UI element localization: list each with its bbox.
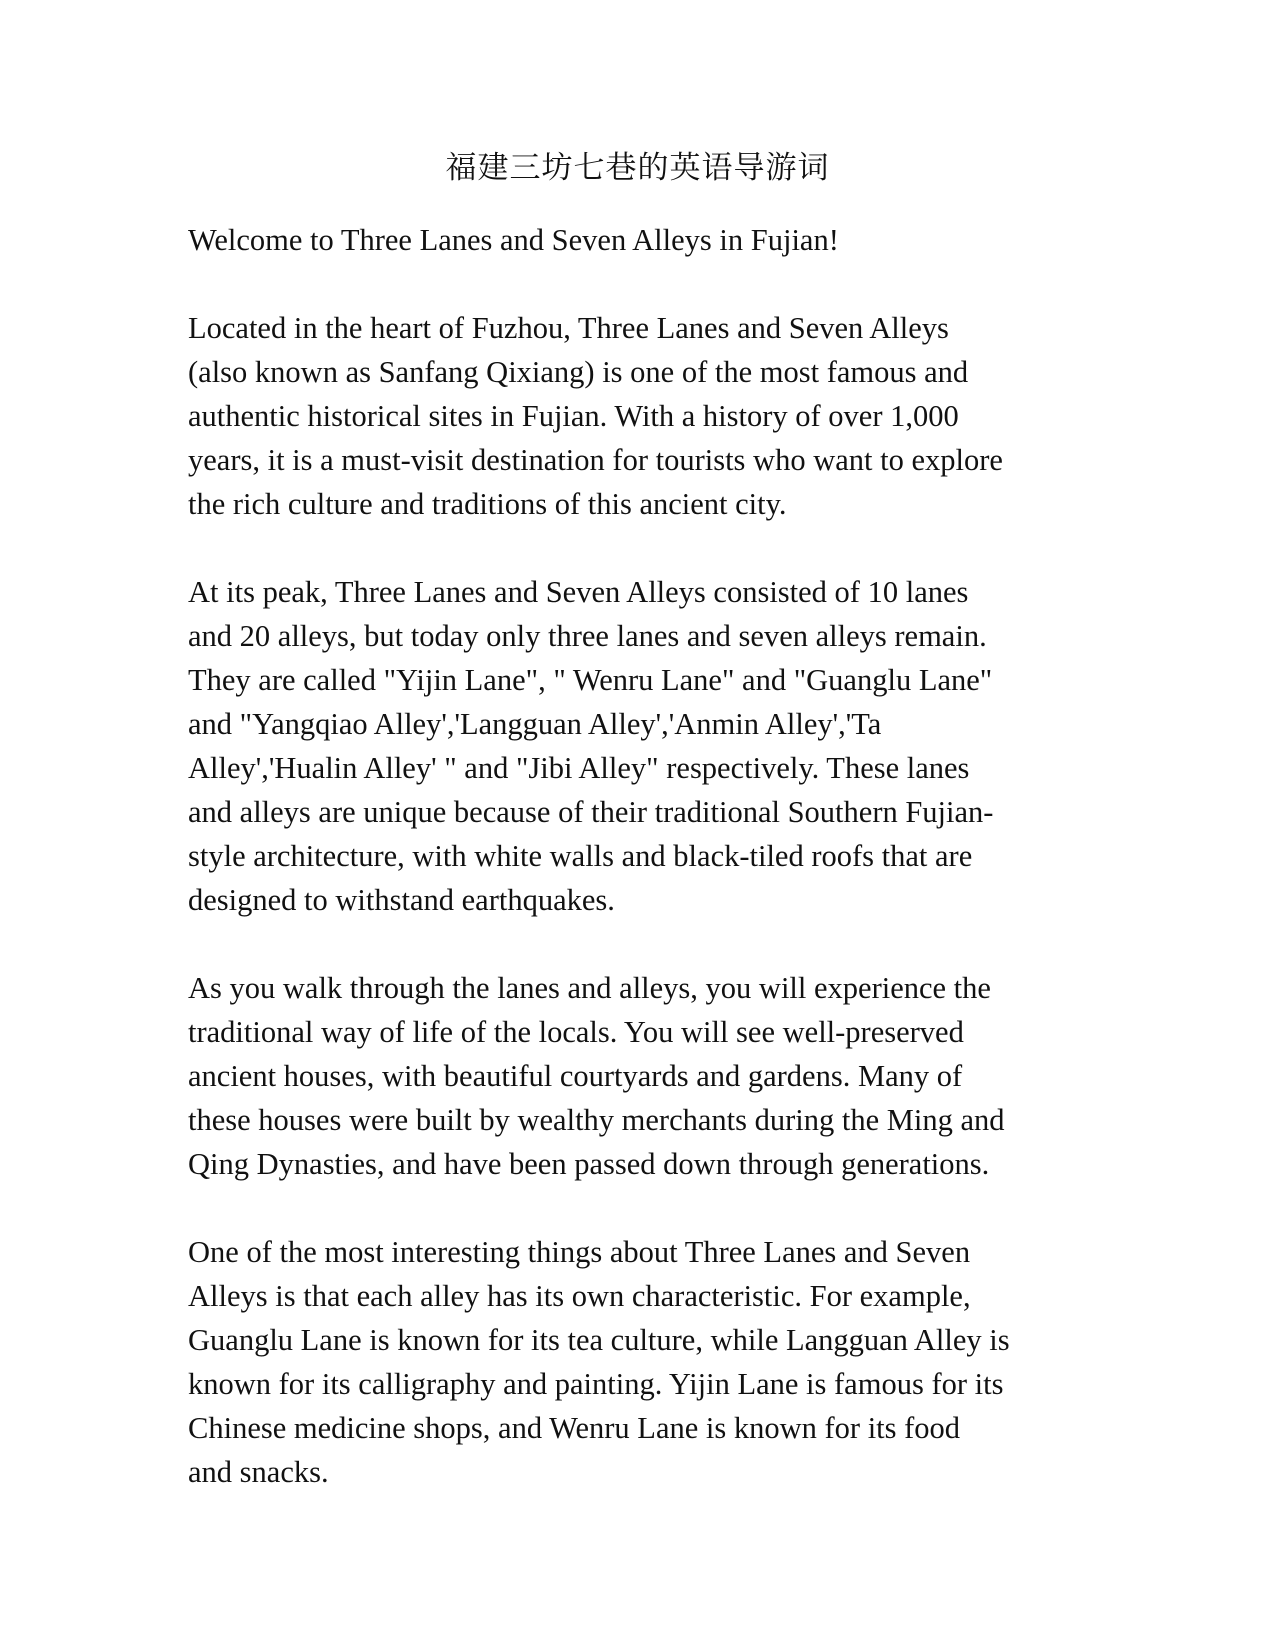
text-line: ancient houses, with beautiful courtyards and gardens. Many of xyxy=(188,1059,963,1093)
text-line: Located in the heart of Fuzhou, Three Lanes and Seven Alleys xyxy=(188,311,949,345)
text-line: They are called "Yijin Lane", " Wenru Lane" and "Guanglu Lane" xyxy=(188,663,993,697)
text-line: authentic historical sites in Fujian. With a history of over 1,000 xyxy=(188,399,959,433)
text-line: designed to withstand earthquakes. xyxy=(188,883,615,917)
document-body xyxy=(188,218,1088,1538)
text-line: the rich culture and traditions of this ancient city. xyxy=(188,487,787,521)
text-line: Alleys is that each alley has its own characteristic. For example, xyxy=(188,1279,971,1313)
paragraph-history xyxy=(188,570,1088,922)
text-line: Chinese medicine shops, and Wenru Lane is known for its food xyxy=(188,1411,961,1445)
text-line: Qing Dynasties, and have been passed down through generations. xyxy=(188,1147,990,1181)
text-line: Welcome to Three Lanes and Seven Alleys in Fujian! xyxy=(188,223,839,257)
text-line: these houses were built by wealthy merchants during the Ming and xyxy=(188,1103,1005,1137)
text-line: known for its calligraphy and painting. Yijin Lane is famous for its xyxy=(188,1367,1004,1401)
text-line: (also known as Sanfang Qixiang) is one of the most famous and xyxy=(188,355,969,389)
text-line: At its peak, Three Lanes and Seven Alleys consisted of 10 lanes xyxy=(188,575,969,609)
text-line: and 20 alleys, but today only three lanes and seven alleys remain. xyxy=(188,619,987,653)
text-line: As you walk through the lanes and alleys, you will experience the xyxy=(188,971,991,1005)
paragraph-location xyxy=(188,306,1088,526)
paragraph-experience xyxy=(188,966,1088,1186)
text-line: Guanglu Lane is known for its tea culture, while Langguan Alley is xyxy=(188,1323,1010,1357)
text-line: traditional way of life of the locals. You will see well-preserved xyxy=(188,1015,964,1049)
text-line: and "Yangqiao Alley','Langguan Alley','Anmin Alley','Ta xyxy=(188,707,882,741)
paragraph-characteristics xyxy=(188,1230,1088,1494)
text-line: years, it is a must-visit destination for tourists who want to explore xyxy=(188,443,1003,477)
text-line: Alley','Hualin Alley' " and "Jibi Alley" respectively. These lanes xyxy=(188,751,970,785)
page-title: 福建三坊七巷的英语导游词 xyxy=(445,150,830,186)
text-line: One of the most interesting things about Three Lanes and Seven xyxy=(188,1235,971,1269)
text-line: and alleys are unique because of their traditional Southern Fujian- xyxy=(188,795,994,829)
paragraph-welcome xyxy=(188,218,1088,262)
text-line: and snacks. xyxy=(188,1455,329,1489)
text-line: style architecture, with white walls and black-tiled roofs that are xyxy=(188,839,973,873)
